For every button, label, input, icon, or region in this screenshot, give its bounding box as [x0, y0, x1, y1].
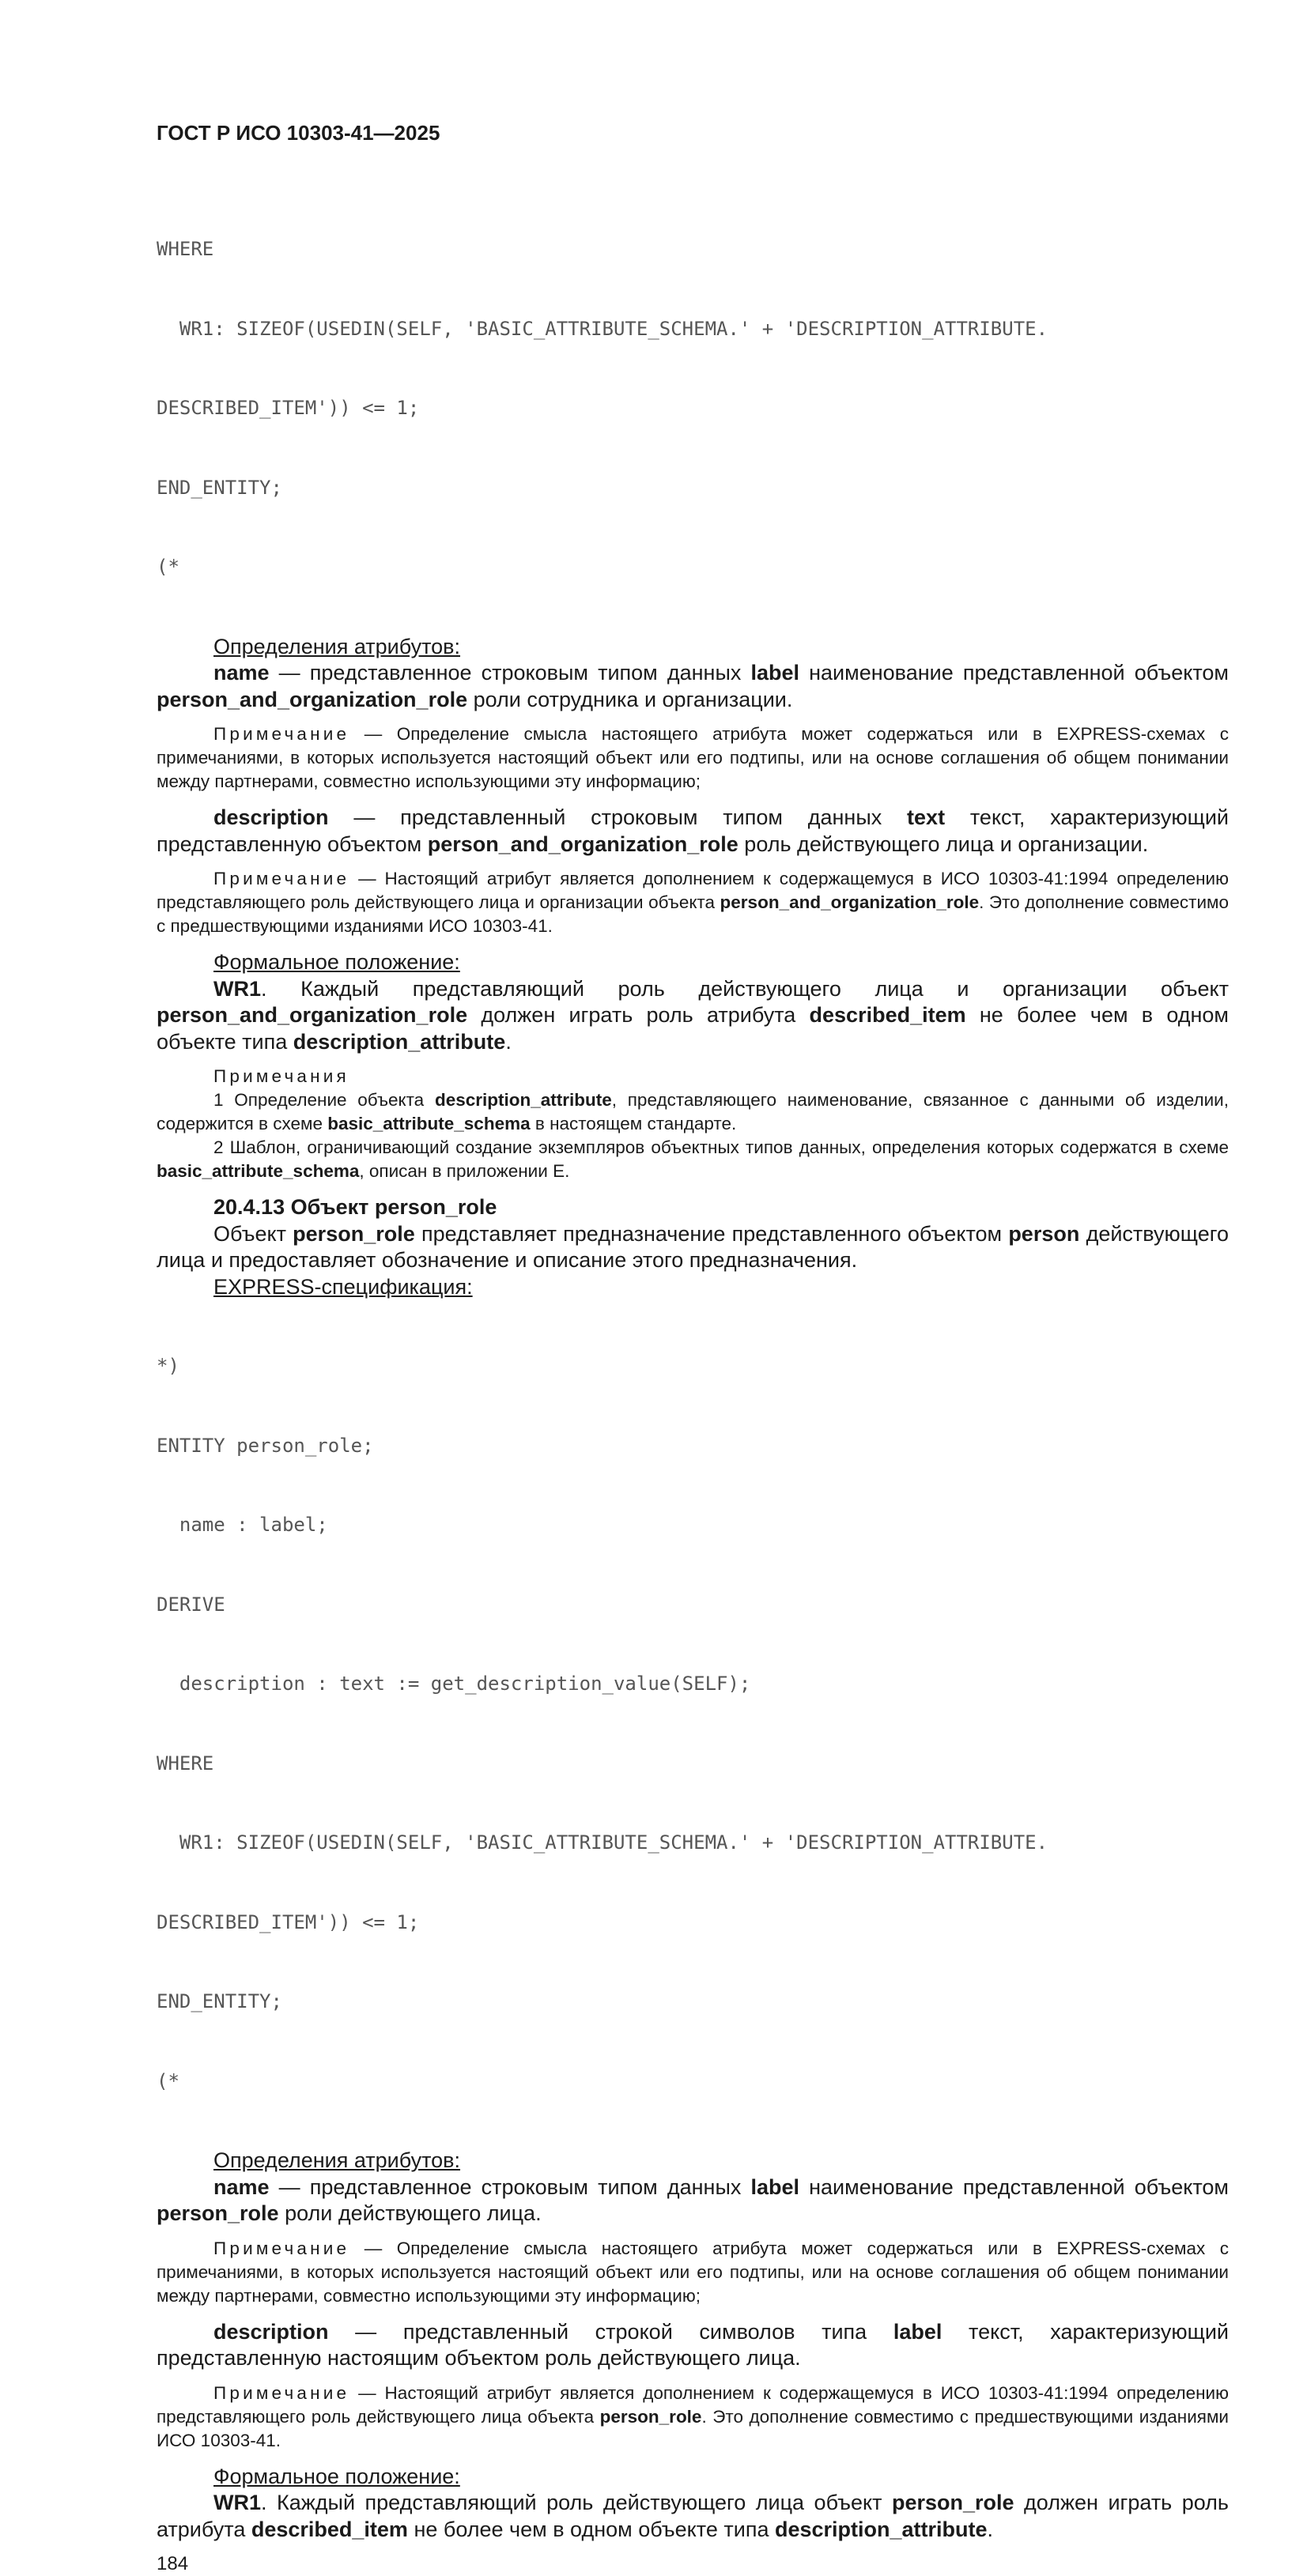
wr1-rule-2: WR1. Каждый представляющий роль действующего лица объект person_role должен играть роль атрибута described_item не более чем в одном объекте типа description_attribute.	[157, 2491, 1229, 2541]
description-definition-2: description — представленный строкой символов типа label текст, характеризующий представленную настоящим объектом роль действующего лица.	[157, 2319, 1229, 2370]
attr-defs-heading-2: Определения атрибутов:	[213, 2148, 461, 2172]
section-heading: 20.4.13 Объект person_role	[213, 1195, 497, 1219]
attr-defs-heading: Определения атрибутов:	[213, 634, 461, 658]
document-page	[157, 119, 1229, 2576]
code-line: WHERE	[157, 1752, 214, 1775]
code-line: DESCRIBED_ITEM')) <= 1;	[157, 397, 420, 419]
page-number: 184	[157, 2553, 189, 2574]
code-line: WHERE	[157, 238, 214, 260]
formal-heading: Формальное положение:	[213, 950, 460, 974]
notes-heading: Примечания	[213, 1066, 349, 1086]
code-line: WR1: SIZEOF(USEDIN(SELF, 'BASIC_ATTRIBUTE_SCHEMA.' + 'DESCRIPTION_ATTRIBUTE.	[157, 1831, 1048, 1854]
wr1-rule: WR1. Каждый представляющий роль действующего лица и организации объект person_and_organization_role должен играть роль атрибута described_item не более чем в одном объекте типа description_attribute.	[157, 976, 1229, 1054]
note-description-2: Примечание — Настоящий атрибут является дополнением к содержащемуся в ИСО 10303-41:1994 определению представляющего роль действующего лица объекта person_role. Это дополнение совместимо с предшествующими изданиями ИСО 10303-41.	[157, 2382, 1229, 2450]
express-heading: EXPRESS-спецификация:	[213, 1274, 473, 1299]
code-line: ENTITY person_role;	[157, 1434, 374, 1457]
standard-header: ГОСТ Р ИСО 10303-41—2025	[157, 121, 440, 145]
code-line: END_ENTITY;	[157, 476, 282, 499]
express-code-fragment-1	[157, 183, 1229, 634]
code-line: END_ENTITY;	[157, 1990, 282, 2012]
note-item-2: 2 Шаблон, ограничивающий создание экземпляров объектных типов данных, определения которых содержатся в схеме basic_attribute_schema, описан в приложении E.	[157, 1137, 1229, 1181]
section-intro: Объект person_role представляет предназначение представленного объектом person действующего лица и предоставляет обозначение и описание этого предназначения.	[157, 1221, 1229, 1272]
note-item-1: 1 Определение объекта description_attribute, представляющего наименование, связанное с данными об изделии, содержится в схеме basic_attribute_schema в настоящем стандарте.	[157, 1090, 1229, 1133]
code-line: WR1: SIZEOF(USEDIN(SELF, 'BASIC_ATTRIBUTE_SCHEMA.' + 'DESCRIPTION_ATTRIBUTE.	[157, 317, 1048, 340]
code-line: DERIVE	[157, 1593, 225, 1616]
note-name: Примечание — Определение смысла настоящего атрибута может содержаться или в EXPRESS-схемах с примечаниями, в которых используется настоящий объект или его подтипы, или на основе соглашения об общем понимании между партнерами, совместно использующими эту информацию;	[157, 724, 1229, 791]
note-name-2: Примечание — Определение смысла настоящего атрибута может содержаться или в EXPRESS-схемах с примечаниями, в которых используется настоящий объект или его подтипы, или на основе соглашения об общем понимании между партнерами, совместно использующими эту информацию;	[157, 2238, 1229, 2306]
name-definition: name — представленное строковым типом данных label наименование представленной объектом person_and_organization_role роли сотрудника и организации.	[157, 661, 1229, 711]
code-line: (*	[157, 2069, 179, 2092]
name-definition-2: name — представленное строковым типом данных label наименование представленной объектом person_role роли действующего лица.	[157, 2174, 1229, 2225]
description-definition: description — представленный строковым типом данных text текст, характеризующий представленную объектом person_and_organization_role роль действующего лица и организации.	[157, 805, 1229, 856]
code-line: description : text := get_description_value(SELF);	[157, 1673, 751, 1695]
formal-heading-2: Формальное положение:	[213, 2464, 460, 2488]
code-line: DESCRIBED_ITEM')) <= 1;	[157, 1910, 420, 1933]
code-line: name : label;	[157, 1514, 328, 1536]
note-description: Примечание — Настоящий атрибут является дополнением к содержащемуся в ИСО 10303-41:1994 определению представляющего роль действующего лица и организации объекта person_and_organization_role. Это дополнение совместимо с предшествующими изданиями ИСО 10303-41.	[157, 869, 1229, 936]
code-line: *)	[157, 1355, 179, 1377]
express-code-fragment-2	[157, 1300, 1229, 2148]
code-line: (*	[157, 556, 179, 578]
